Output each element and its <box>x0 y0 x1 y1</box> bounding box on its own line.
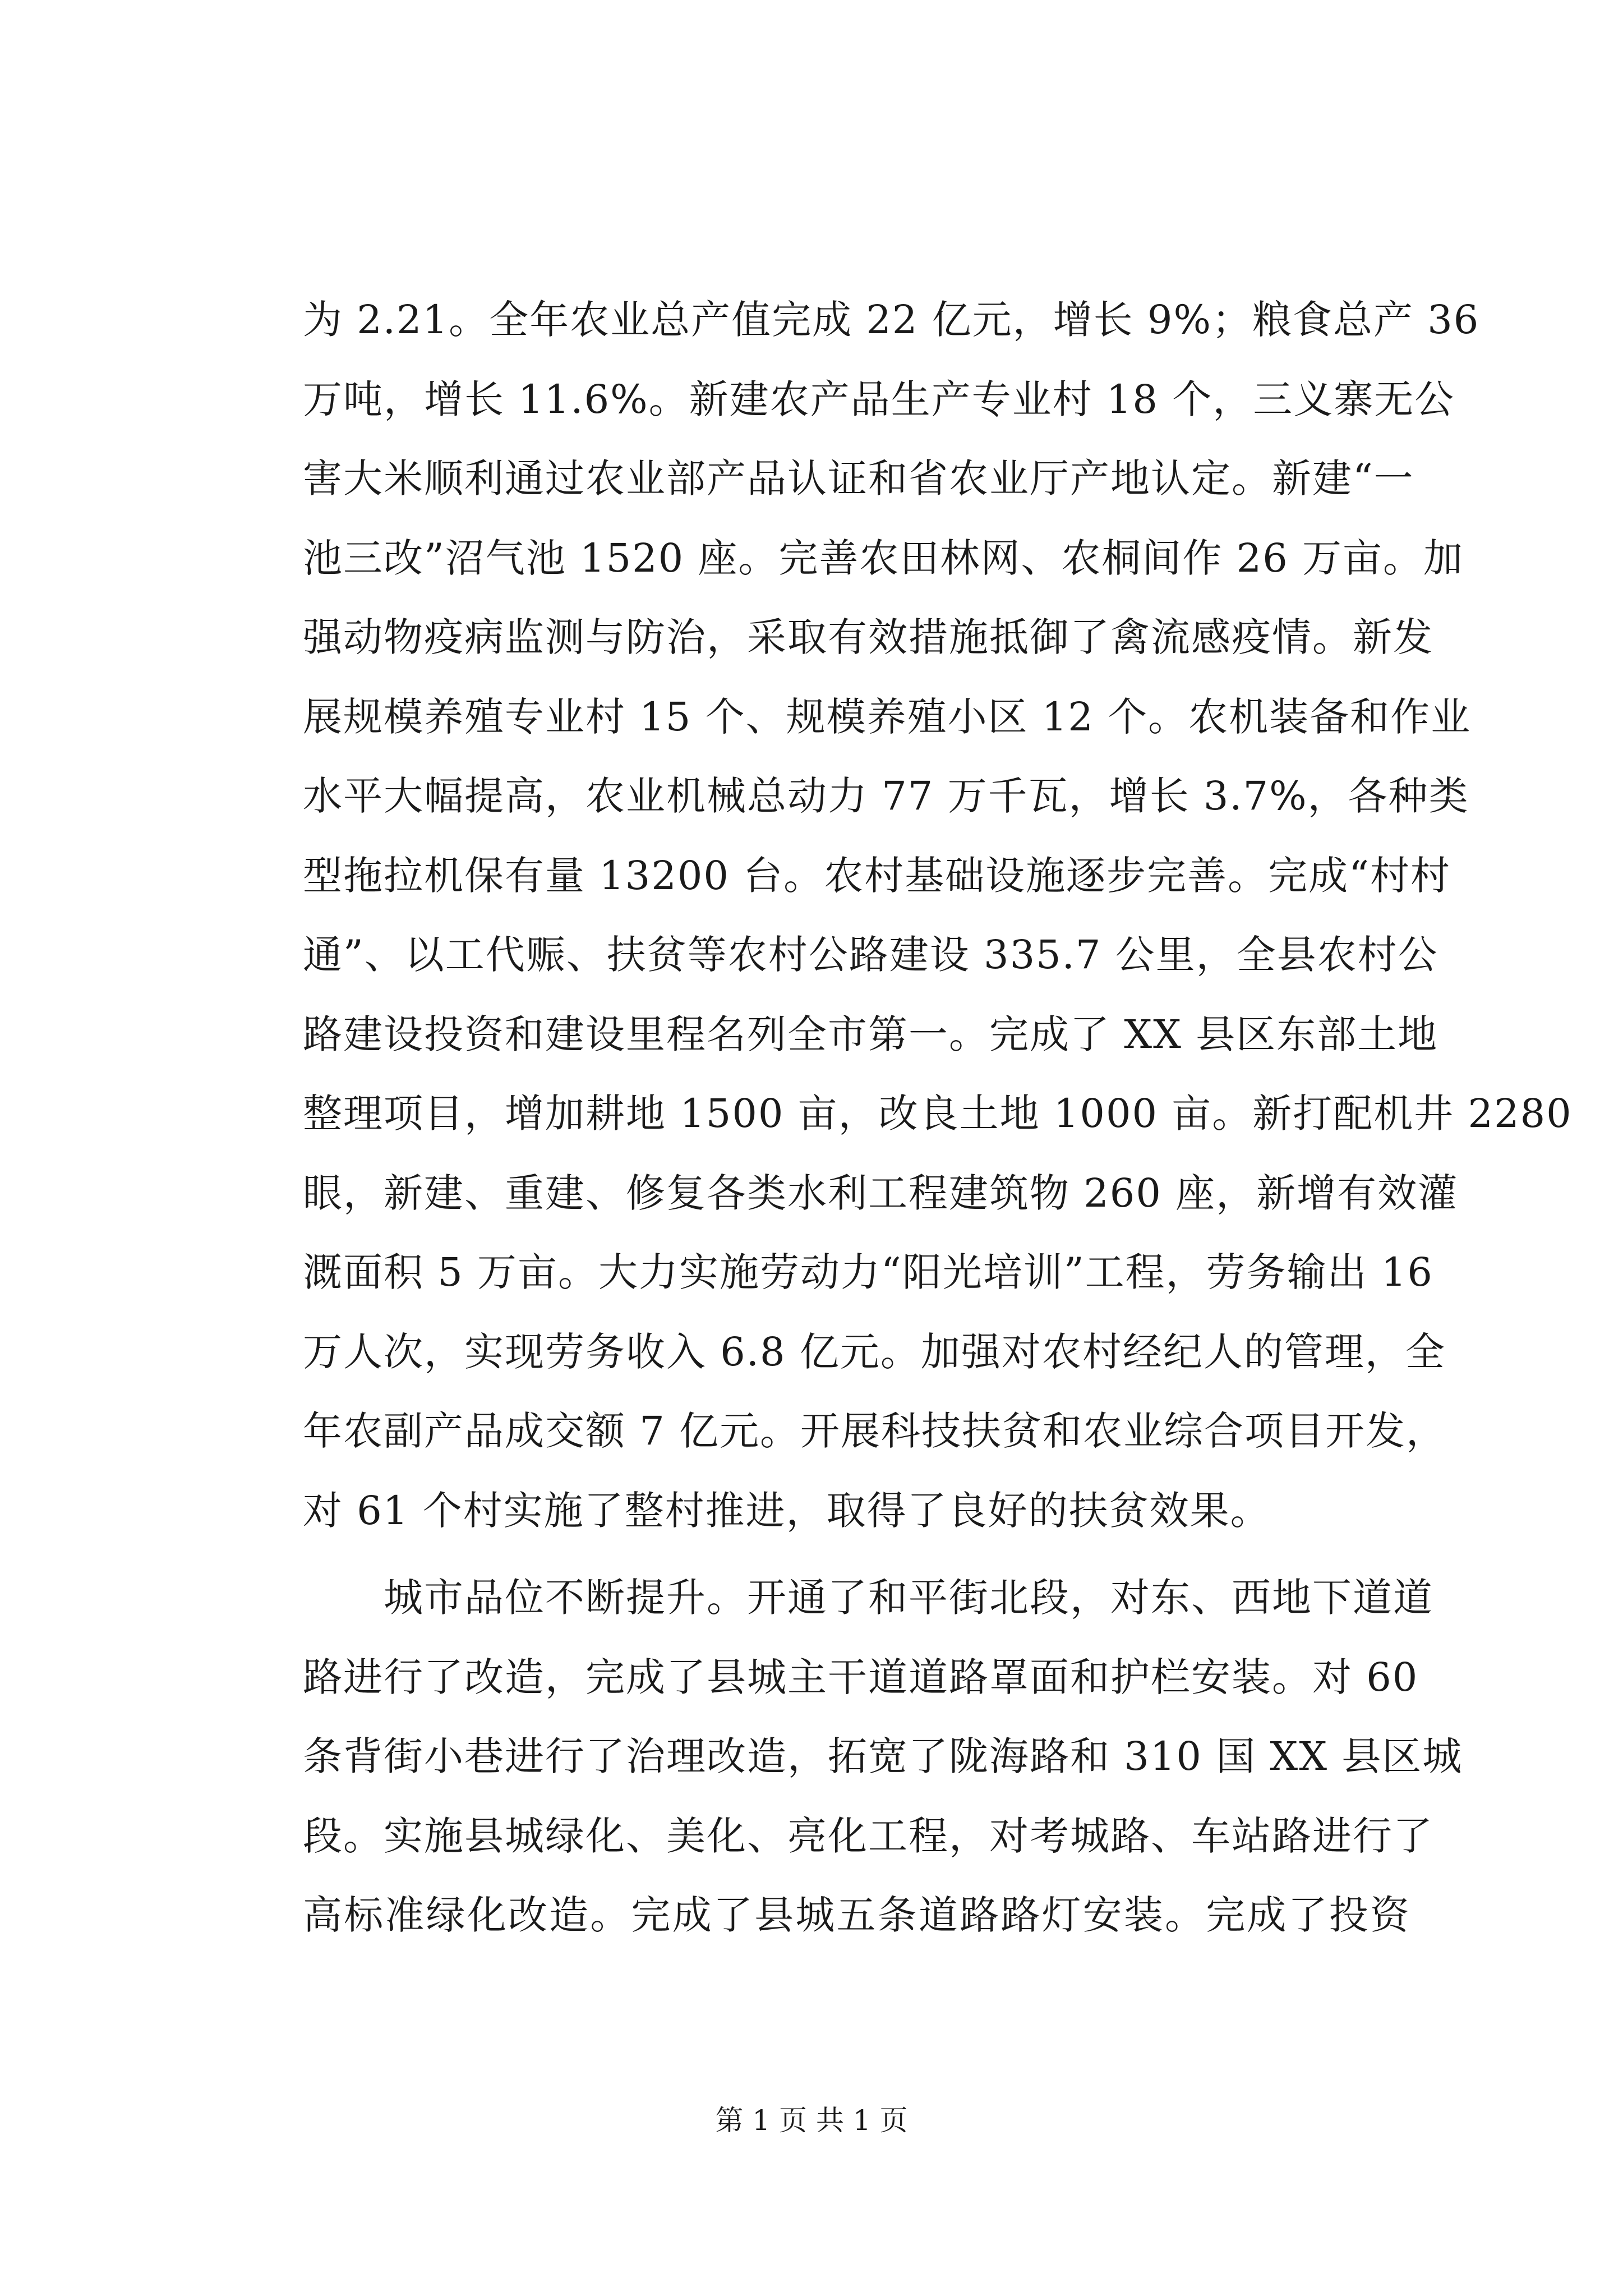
paragraph-agriculture <box>303 280 1573 1550</box>
text-line: 展规模养殖专业村 15 个、规模养殖小区 12 个。农机装备和作业 <box>303 693 1472 740</box>
text-line: 眼，新建、重建、修复各类水利工程建筑物 260 座，新增有效灌 <box>303 1170 1459 1216</box>
page-footer <box>0 2098 1623 2138</box>
text-line: 年农副产品成交额 7 亿元。开展科技扶贫和农业综合项目开发， <box>303 1408 1447 1454</box>
text-line: 城市品位不断提升。开通了和平街北段，对东、西地下道道 <box>303 1575 1433 1621</box>
text-line: 万吨，增长 11.6%。新建农产品生产专业村 18 个，三义寨无公 <box>303 376 1455 422</box>
text-line: 条背街小巷进行了治理改造，拓宽了陇海路和 310 国 XX 县区城 <box>303 1733 1463 1779</box>
body-text <box>303 280 1573 1955</box>
text-line: 强动物疫病监测与防治，采取有效措施抵御了禽流感疫情。新发 <box>303 614 1433 660</box>
text-line: 害大米顺利通过农业部产品认证和省农业厅产地认定。新建“一 <box>303 455 1414 501</box>
text-line: 池三改”沼气池 1520 座。完善农田林网、农桐间作 26 万亩。加 <box>303 535 1464 581</box>
text-line: 溉面积 5 万亩。大力实施劳动力“阳光培训”工程，劳务输出 16 <box>303 1249 1433 1295</box>
text-line: 高标准绿化改造。完成了县城五条道路路灯安装。完成了投资 <box>303 1892 1410 1938</box>
text-line: 路进行了改造，完成了县城主干道道路罩面和护栏安装。对 60 <box>303 1654 1419 1700</box>
page-number: 第 1 页 共 1 页 <box>715 2104 908 2137</box>
paragraph-urban <box>303 1558 1463 1955</box>
text-line: 路建设投资和建设里程名列全市第一。完成了 XX 县区东部土地 <box>303 1011 1438 1057</box>
paragraph-gap <box>303 1550 1410 1558</box>
text-line: 水平大幅提高，农业机械总动力 77 万千瓦，增长 3.7%，各种类 <box>303 773 1469 819</box>
text-line: 为 2.21。全年农业总产值完成 22 亿元，增长 9%；粮食总产 36 <box>303 297 1480 343</box>
text-line: 整理项目，增加耕地 1500 亩，改良土地 1000 亩。新打配机井 2280 <box>303 1091 1573 1137</box>
text-line: 型拖拉机保有量 13200 台。农村基础设施逐步完善。完成“村村 <box>303 852 1451 899</box>
text-line: 通”、以工代赈、扶贫等农村公路建设 335.7 公里，全县农村公 <box>303 932 1438 978</box>
text-line: 万人次，实现劳务收入 6.8 亿元。加强对农村经纪人的管理，全 <box>303 1328 1446 1375</box>
text-line: 对 61 个村实施了整村推进，取得了良好的扶贫效果。 <box>303 1487 1271 1534</box>
text-line: 段。实施县城绿化、美化、亮化工程，对考城路、车站路进行了 <box>303 1812 1433 1859</box>
